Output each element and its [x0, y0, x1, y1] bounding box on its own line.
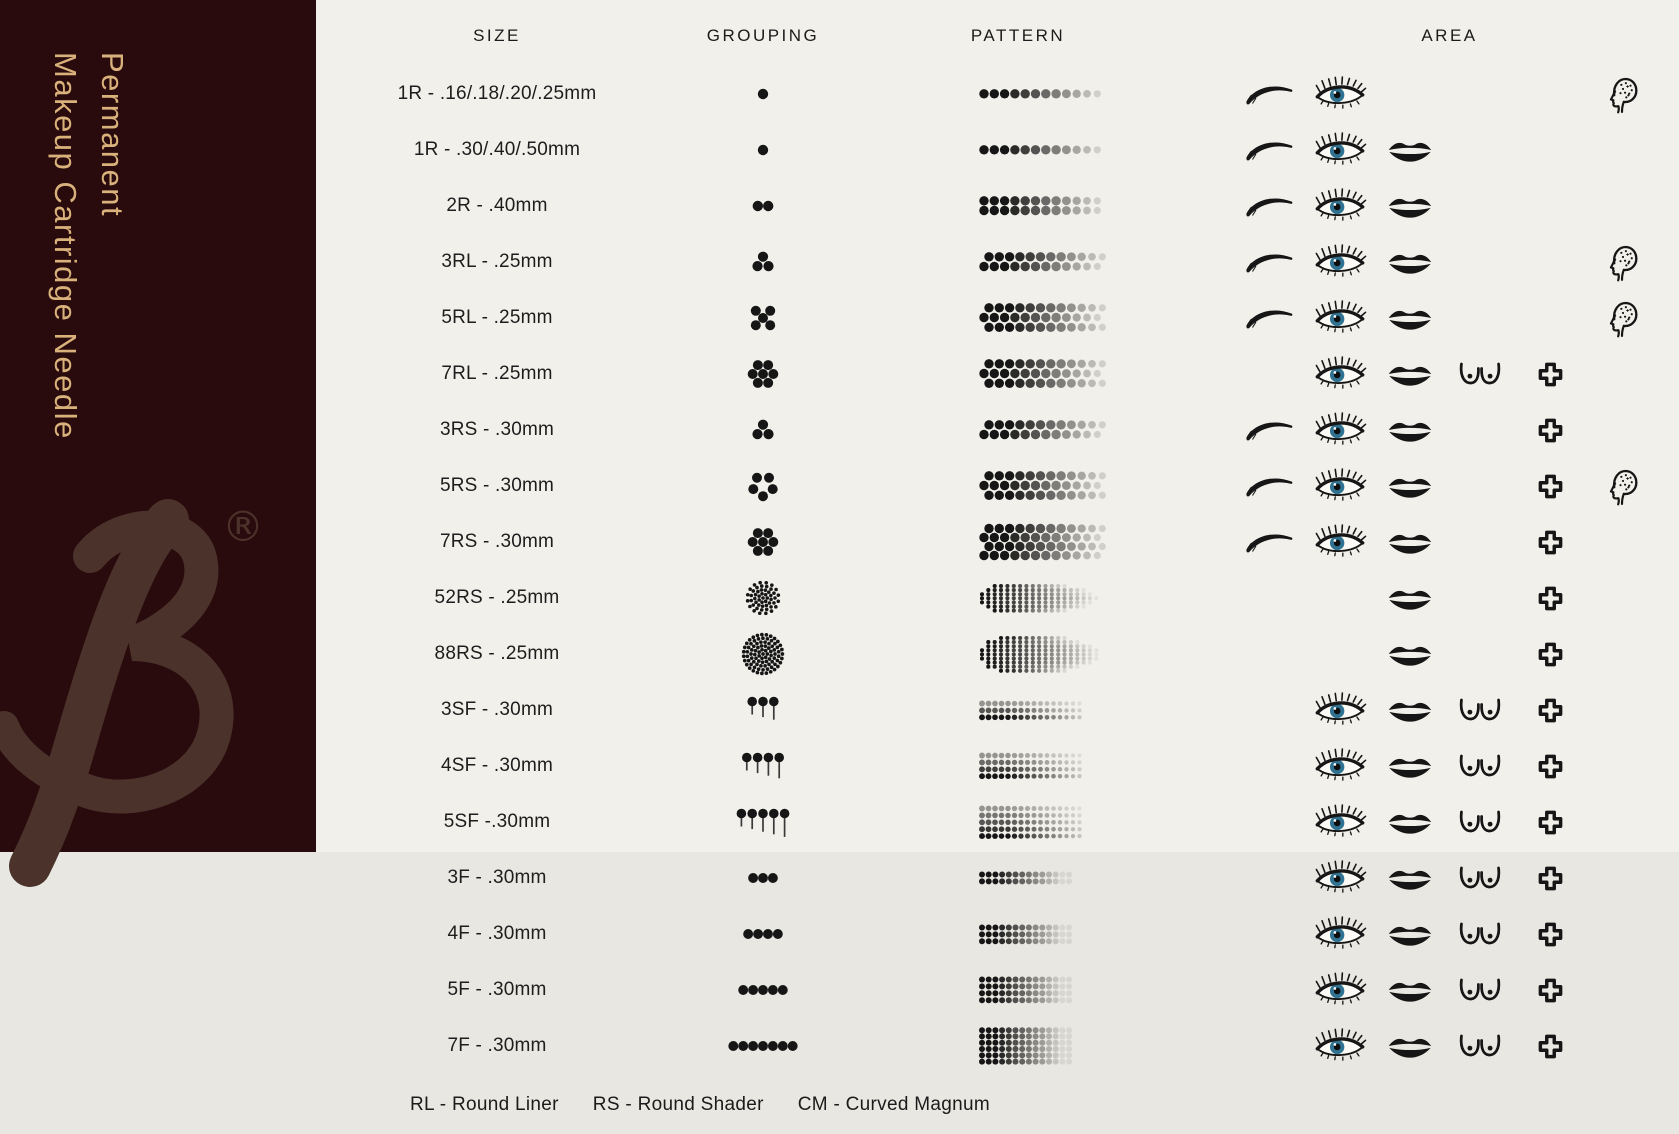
- area-slot-empty: [1235, 857, 1305, 899]
- area-slot-empty: [1515, 129, 1585, 171]
- grouping-needle-dots: [678, 346, 848, 402]
- area-cell: [1188, 689, 1679, 731]
- lips-icon: [1375, 633, 1445, 675]
- table-row: [316, 514, 1679, 570]
- size-label: 7RS - .30mm: [439, 531, 555, 552]
- eye-icon: [1305, 689, 1375, 731]
- area-cell: [1188, 633, 1679, 675]
- cross-icon: [1515, 633, 1585, 675]
- grouping-needle-dots: [678, 570, 848, 626]
- area-cell: [1188, 1025, 1679, 1067]
- area-slot-empty: [1445, 241, 1515, 283]
- area-cell: [1188, 409, 1679, 451]
- area-slot-empty: [1585, 969, 1655, 1011]
- grouping-needle-dots: [678, 626, 848, 682]
- pattern-graphic: [848, 66, 1188, 122]
- area-slot-empty: [1585, 521, 1655, 563]
- cross-icon: [1515, 1025, 1585, 1067]
- table-row: [316, 346, 1679, 402]
- size-label: 3RS - .30mm: [439, 419, 555, 440]
- pattern-graphic: [848, 570, 1188, 626]
- column-header-pattern: PATTERN: [970, 26, 1066, 45]
- table-row: [316, 458, 1679, 514]
- area-slot-empty: [1235, 353, 1305, 395]
- eye-icon: [1305, 353, 1375, 395]
- table-row: [316, 234, 1679, 290]
- area-slot-empty: [1445, 577, 1515, 619]
- eye-icon: [1305, 297, 1375, 339]
- lips-icon: [1375, 801, 1445, 843]
- area-cell: [1188, 913, 1679, 955]
- area-cell: [1188, 241, 1679, 283]
- table-row: [316, 794, 1679, 850]
- eye-icon: [1305, 801, 1375, 843]
- area-slot-empty: [1585, 801, 1655, 843]
- cross-icon: [1515, 353, 1585, 395]
- area-slot-empty: [1235, 969, 1305, 1011]
- table-row: [316, 1018, 1679, 1074]
- cross-icon: [1515, 409, 1585, 451]
- scalp-icon: [1585, 73, 1655, 115]
- cross-icon: [1515, 521, 1585, 563]
- pattern-graphic: [848, 1018, 1188, 1074]
- column-header-area: AREA: [1421, 26, 1478, 45]
- pattern-graphic: [848, 290, 1188, 346]
- area-slot-empty: [1585, 409, 1655, 451]
- pattern-graphic: [848, 346, 1188, 402]
- grouping-needle-dots: [678, 458, 848, 514]
- size-label: 1R - .30/.40/.50mm: [413, 139, 581, 160]
- grouping-needle-dots: [678, 234, 848, 290]
- legend-item-cm: CM - Curved Magnum: [797, 1094, 991, 1115]
- pattern-graphic: [848, 906, 1188, 962]
- eye-icon: [1305, 409, 1375, 451]
- pattern-graphic: [848, 178, 1188, 234]
- product-title-line2: Makeup Cartridge Needle: [48, 52, 84, 440]
- pattern-graphic: [848, 234, 1188, 290]
- eye-icon: [1305, 129, 1375, 171]
- table-row: [316, 850, 1679, 906]
- area-slot-empty: [1305, 633, 1375, 675]
- eye-icon: [1305, 1025, 1375, 1067]
- pattern-graphic: [848, 458, 1188, 514]
- table-row: [316, 738, 1679, 794]
- table-row: [316, 66, 1679, 122]
- size-label: 52RS - .25mm: [434, 587, 560, 608]
- lips-icon: [1375, 409, 1445, 451]
- grouping-needle-dots: [678, 738, 848, 794]
- area-slot-empty: [1445, 633, 1515, 675]
- pattern-graphic: [848, 402, 1188, 458]
- column-headers: [316, 0, 1679, 66]
- cross-icon: [1515, 577, 1585, 619]
- lips-icon: [1375, 969, 1445, 1011]
- area-cell: [1188, 801, 1679, 843]
- grouping-needle-dots: [678, 290, 848, 346]
- size-label: 3F - .30mm: [447, 867, 547, 888]
- area-slot-empty: [1585, 185, 1655, 227]
- brow-icon: [1235, 241, 1305, 283]
- area-slot-empty: [1235, 801, 1305, 843]
- eye-icon: [1305, 857, 1375, 899]
- area-slot-empty: [1445, 73, 1515, 115]
- breast-icon: [1445, 1025, 1515, 1067]
- cross-icon: [1515, 465, 1585, 507]
- lips-icon: [1375, 689, 1445, 731]
- area-slot-empty: [1235, 1025, 1305, 1067]
- table-row: [316, 178, 1679, 234]
- breast-icon: [1445, 745, 1515, 787]
- table-row: [316, 626, 1679, 682]
- brow-icon: [1235, 73, 1305, 115]
- lips-icon: [1375, 577, 1445, 619]
- table-row: [316, 906, 1679, 962]
- area-slot-empty: [1235, 633, 1305, 675]
- size-label: 3RL - .25mm: [441, 251, 553, 272]
- size-label: 7F - .30mm: [447, 1035, 547, 1056]
- area-slot-empty: [1375, 73, 1445, 115]
- eye-icon: [1305, 73, 1375, 115]
- product-title-line1: Permanent: [95, 52, 131, 218]
- size-label: 5RS - .30mm: [439, 475, 555, 496]
- area-slot-empty: [1585, 633, 1655, 675]
- area-slot-empty: [1235, 577, 1305, 619]
- area-slot-empty: [1585, 689, 1655, 731]
- lips-icon: [1375, 465, 1445, 507]
- pattern-graphic: [848, 514, 1188, 570]
- eye-icon: [1305, 241, 1375, 283]
- size-label: 4F - .30mm: [447, 923, 547, 944]
- area-cell: [1188, 577, 1679, 619]
- eye-icon: [1305, 521, 1375, 563]
- grouping-needle-dots: [678, 514, 848, 570]
- area-slot-empty: [1305, 577, 1375, 619]
- area-slot-empty: [1235, 913, 1305, 955]
- area-slot-empty: [1515, 297, 1585, 339]
- area-slot-empty: [1445, 185, 1515, 227]
- area-slot-empty: [1585, 577, 1655, 619]
- lips-icon: [1375, 1025, 1445, 1067]
- brow-icon: [1235, 297, 1305, 339]
- registered-trademark: ®: [222, 502, 264, 551]
- cross-icon: [1515, 801, 1585, 843]
- pattern-graphic: [848, 682, 1188, 738]
- lips-icon: [1375, 857, 1445, 899]
- breast-icon: [1445, 689, 1515, 731]
- area-cell: [1188, 353, 1679, 395]
- grouping-needle-dots: [678, 962, 848, 1018]
- lips-icon: [1375, 241, 1445, 283]
- breast-icon: [1445, 353, 1515, 395]
- pattern-graphic: [848, 626, 1188, 682]
- breast-icon: [1445, 913, 1515, 955]
- size-label: 4SF - .30mm: [441, 755, 553, 776]
- brow-icon: [1235, 521, 1305, 563]
- brow-icon: [1235, 409, 1305, 451]
- scalp-icon: [1585, 241, 1655, 283]
- table-row: [316, 570, 1679, 626]
- grouping-needle-dots: [678, 906, 848, 962]
- area-slot-empty: [1585, 913, 1655, 955]
- needle-rows: [316, 66, 1679, 1076]
- column-header-size: SIZE: [473, 26, 521, 45]
- area-slot-empty: [1515, 241, 1585, 283]
- area-cell: [1188, 521, 1679, 563]
- legend: [316, 1076, 1679, 1134]
- size-label: 5F - .30mm: [447, 979, 547, 1000]
- pattern-graphic: [848, 850, 1188, 906]
- lips-icon: [1375, 129, 1445, 171]
- grouping-needle-dots: [678, 66, 848, 122]
- product-title: [42, 52, 136, 440]
- size-label: 5SF -.30mm: [443, 811, 551, 832]
- area-slot-empty: [1445, 465, 1515, 507]
- area-slot-empty: [1445, 129, 1515, 171]
- area-slot-empty: [1585, 129, 1655, 171]
- brand-logo-icon: [0, 498, 244, 878]
- area-slot-empty: [1445, 297, 1515, 339]
- eye-icon: [1305, 913, 1375, 955]
- breast-icon: [1445, 801, 1515, 843]
- table-row: [316, 682, 1679, 738]
- lips-icon: [1375, 297, 1445, 339]
- size-label: 5RL - .25mm: [441, 307, 553, 328]
- area-cell: [1188, 185, 1679, 227]
- scalp-icon: [1585, 465, 1655, 507]
- area-slot-empty: [1445, 521, 1515, 563]
- grouping-needle-dots: [678, 402, 848, 458]
- cross-icon: [1515, 913, 1585, 955]
- brand-sidebar: [0, 0, 316, 852]
- eye-icon: [1305, 745, 1375, 787]
- needle-chart: [316, 0, 1679, 1115]
- size-label: 88RS - .25mm: [434, 643, 560, 664]
- lips-icon: [1375, 521, 1445, 563]
- area-slot-empty: [1515, 185, 1585, 227]
- area-slot-empty: [1585, 1025, 1655, 1067]
- breast-icon: [1445, 969, 1515, 1011]
- cross-icon: [1515, 969, 1585, 1011]
- grouping-needle-dots: [678, 1018, 848, 1074]
- legend-item-rs: RS - Round Shader: [592, 1094, 764, 1115]
- lips-icon: [1375, 185, 1445, 227]
- area-cell: [1188, 745, 1679, 787]
- grouping-needle-dots: [678, 122, 848, 178]
- pattern-graphic: [848, 794, 1188, 850]
- pattern-graphic: [848, 962, 1188, 1018]
- area-slot-empty: [1235, 745, 1305, 787]
- lips-icon: [1375, 913, 1445, 955]
- grouping-needle-dots: [678, 850, 848, 906]
- area-cell: [1188, 129, 1679, 171]
- area-cell: [1188, 465, 1679, 507]
- brow-icon: [1235, 129, 1305, 171]
- eye-icon: [1305, 969, 1375, 1011]
- table-row: [316, 290, 1679, 346]
- size-label: 7RL - .25mm: [441, 363, 553, 384]
- pattern-graphic: [848, 122, 1188, 178]
- table-row: [316, 122, 1679, 178]
- size-label: 1R - .16/.18/.20/.25mm: [397, 83, 597, 104]
- cross-icon: [1515, 857, 1585, 899]
- area-slot-empty: [1585, 745, 1655, 787]
- area-cell: [1188, 297, 1679, 339]
- area-slot-empty: [1235, 689, 1305, 731]
- area-cell: [1188, 73, 1679, 115]
- eye-icon: [1305, 465, 1375, 507]
- breast-icon: [1445, 857, 1515, 899]
- area-slot-empty: [1585, 353, 1655, 395]
- lips-icon: [1375, 745, 1445, 787]
- area-cell: [1188, 857, 1679, 899]
- pattern-graphic: [848, 738, 1188, 794]
- brow-icon: [1235, 185, 1305, 227]
- table-row: [316, 962, 1679, 1018]
- grouping-needle-dots: [678, 682, 848, 738]
- lips-icon: [1375, 353, 1445, 395]
- grouping-needle-dots: [678, 178, 848, 234]
- scalp-icon: [1585, 297, 1655, 339]
- brow-icon: [1235, 465, 1305, 507]
- eye-icon: [1305, 185, 1375, 227]
- area-slot-empty: [1445, 409, 1515, 451]
- cross-icon: [1515, 745, 1585, 787]
- legend-item-rl: RL - Round Liner: [410, 1094, 559, 1115]
- grouping-needle-dots: [678, 794, 848, 850]
- column-header-grouping: GROUPING: [706, 26, 820, 45]
- size-label: 2R - .40mm: [446, 195, 548, 216]
- size-label: 3SF - .30mm: [441, 699, 553, 720]
- area-cell: [1188, 969, 1679, 1011]
- cross-icon: [1515, 689, 1585, 731]
- table-row: [316, 402, 1679, 458]
- area-slot-empty: [1585, 857, 1655, 899]
- area-slot-empty: [1515, 73, 1585, 115]
